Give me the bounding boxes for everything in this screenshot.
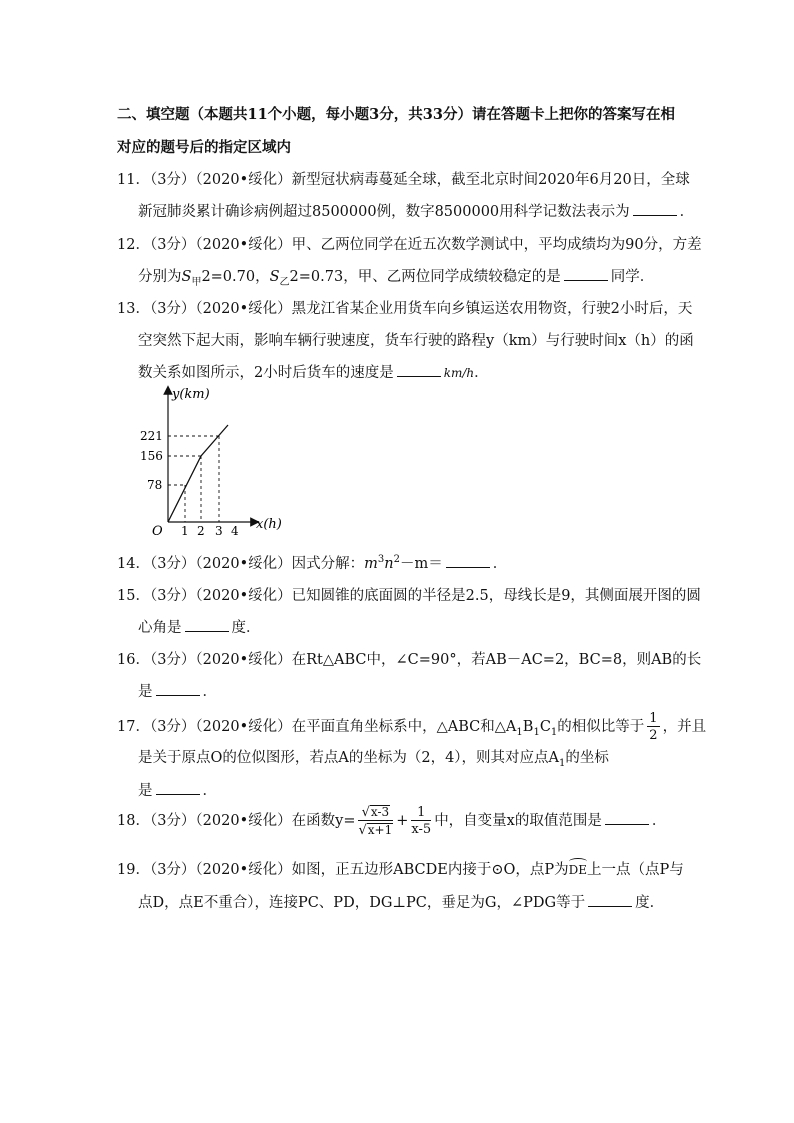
variance-sub-1: 甲 [191,276,202,288]
arc-de: DE [568,863,588,877]
question-18 [117,805,666,837]
y-tick-156: 156 [140,449,163,463]
question-13-end: ． [474,365,489,381]
question-17-text: 17．（3分）（2020•绥化）在平面直角坐标系中，△ABC和△A [117,719,517,735]
fraction-one-half [647,712,659,742]
question-19-text-3: 点D，点E不重合），连接PC、PD，DG⊥PC，垂足为G，∠PDG等于 [138,895,586,911]
answer-blank-15[interactable] [185,619,229,632]
answer-blank-17[interactable] [156,782,200,795]
distance-time-graph [130,385,290,540]
exp-2: 2 [393,554,400,566]
sqrt-numerator: √x-3 [358,805,393,821]
unit-kmh: km/h [443,366,475,380]
variance-sub-2: 乙 [279,276,290,288]
question-19-line-1 [117,858,684,879]
fraction-2-denominator: x-5 [411,822,432,837]
sqrt-fraction [358,805,393,837]
origin-label: O [152,524,163,539]
var-m: m [364,556,378,572]
plus-sign: + [396,813,409,829]
question-18-text-2: 中，自变量x的取值范围是 [434,813,602,829]
question-15-line-1: 15．（3分）（2020•绥化）已知圆锥的底面圆的半径是2.5，母线长是9，其侧面展开图的圆 [117,588,701,604]
y-tick-221: 221 [140,429,163,443]
answer-blank-12[interactable] [564,268,608,281]
question-19-text: 19．（3分）（2020•绥化）如图，正五边形ABCDE内接于⊙O，点P为 [117,862,569,878]
question-18-end: ． [651,813,667,829]
question-12-line-1: 12．（3分）（2020•绥化）甲、乙两位同学在近五次数学测试中，平均成绩均为90分，方差 [117,237,702,253]
question-11-end: ． [679,204,695,220]
question-16-line-1: 16．（3分）（2020•绥化）在Rt△ABC中，∠C=90°，若AB－AC=2，BC=8，则AB的长 [117,652,702,668]
question-17-end-line-1: ，并且 [662,719,707,735]
variance-value-2: 2=0.73，甲、乙两位同学成绩较稳定的是 [289,269,561,285]
point-c: C [539,719,551,735]
question-18-text: 18．（3分）（2020•绥化）在函数y= [117,813,356,829]
y-axis-label: y(km) [172,387,210,402]
question-17-end-line-2: 的坐标 [565,750,609,766]
question-14-end: ． [492,556,508,572]
sqrt-denominator: √x+1 [358,823,393,838]
point-b: B [522,719,534,735]
fraction-2-numerator: 1 [411,806,431,821]
question-17-text-3: 是 [138,783,153,799]
question-16-text: 是 [138,684,153,700]
x-tick-1: 1 [181,524,189,538]
variance-symbol-1: S [181,269,192,285]
question-19-line-2 [138,891,664,912]
section-heading-line-1: 二、填空题（本题共11个小题，每小题3分，共33分）请在答题卡上把你的答案写在相 [117,106,675,123]
question-12-text: 分别为 [138,269,182,285]
x-tick-3: 3 [215,524,223,538]
question-19-text-2: 上一点（点P与 [587,862,684,878]
answer-blank-13[interactable] [397,364,441,377]
question-19-end: 度． [635,895,665,911]
sub-1b: 1 [533,726,540,738]
question-17-line-3 [138,779,217,800]
question-15-text: 心角是 [138,620,182,636]
question-11-line-1: 11．（3分）（2020•绥化）新型冠状病毒蔓延全球，截至北京时间2020年6月20日，全球 [117,172,690,188]
question-17-end: ． [202,783,217,799]
variance-symbol-2: S [269,269,280,285]
question-12-end: 同学． [610,269,655,285]
question-11-text: 新冠肺炎累计确诊病例超过8500000例，数字8500000用科学记数法表示为 [138,204,630,220]
radicand-top: x-3 [370,805,390,819]
section-heading-line-2: 对应的题号后的指定区域内 [117,139,291,156]
radicand-bottom: x+1 [367,823,393,837]
sub-1a: 1 [516,726,523,738]
variance-value-1: 2=0.70， [201,269,270,285]
question-17-ratio-text: 的相似比等于 [557,719,645,735]
fraction-numerator: 1 [649,711,658,726]
question-14 [117,552,507,573]
answer-blank-16[interactable] [156,683,200,696]
answer-blank-11[interactable] [633,203,677,216]
question-14-text: 14．（3分）（2020•绥化）因式分解： [117,556,365,572]
question-16-line-2 [138,680,217,701]
x-tick-2: 2 [197,524,205,538]
question-13-line-2: 空突然下起大雨，影响车辆行驶速度，货车行驶的路程y（km）与行驶时间x（h）的函 [138,333,694,349]
answer-blank-14[interactable] [446,555,490,568]
answer-blank-18[interactable] [605,812,649,825]
question-17-line-2 [138,746,609,769]
sub-1c: 1 [550,726,558,738]
question-13-text: 数关系如图所示，2小时后货车的速度是 [138,365,394,381]
question-15-end: 度． [231,620,261,636]
answer-blank-19[interactable] [588,894,632,907]
question-17-line-1 [117,712,706,742]
question-17-text-2: 是关于原点O的位似图形，若点A的坐标为（2，4），则其对应点A [138,750,560,766]
sub-1d: 1 [559,757,566,769]
var-n: n [384,556,394,572]
question-13-line-3 [138,361,489,382]
x-axis-label: x(h) [256,517,282,532]
fraction-denominator: 2 [649,728,658,743]
question-16-end: ． [202,684,217,700]
question-12-line-2 [138,265,654,288]
x-tick-4: 4 [231,524,239,538]
y-tick-78: 78 [147,478,163,492]
question-14-expr: －m＝ [399,556,443,572]
question-11-line-2 [138,200,694,221]
question-15-line-2 [138,616,261,637]
simple-fraction [411,806,431,836]
exp-3: 3 [377,554,385,566]
question-13-line-1: 13．（3分）（2020•绥化）黑龙江省某企业用货车向乡镇运送农用物资，行驶2小时后，天 [117,301,693,317]
